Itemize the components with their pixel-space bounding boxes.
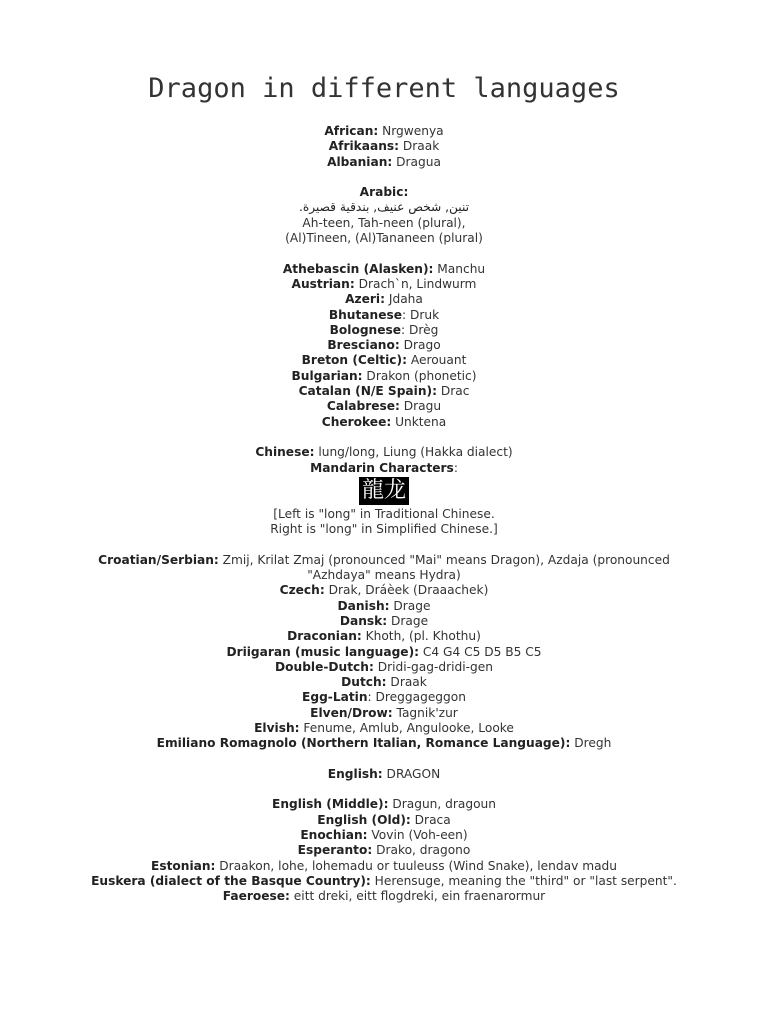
language-entry: [40, 599, 728, 614]
language-entry: [40, 415, 728, 430]
language-entry: [40, 338, 728, 353]
language-entry: [40, 706, 728, 721]
language-entry: [40, 675, 728, 690]
language-entry: [40, 874, 728, 889]
language-entry: [40, 445, 728, 460]
chinese-characters: [40, 477, 728, 507]
language-name: English (Old):: [317, 812, 411, 827]
translation-text: Right is "long" in Simplified Chinese.]: [270, 522, 498, 537]
language-name: Afrikaans:: [328, 139, 399, 154]
translation-text: Draak: [399, 139, 440, 154]
language-entry: [40, 399, 728, 414]
translation-text: (Al)Tineen, (Al)Tananeen (plural): [285, 231, 483, 246]
translation-text: Fenume, Amlub, Angulooke, Looke: [299, 720, 514, 735]
language-entry: [40, 384, 728, 399]
language-entry: [40, 216, 728, 231]
translation-text: Zmij, Krilat Zmaj (pronounced "Mai" means Dragon), Azdaja (pronounced: [218, 552, 670, 567]
translation-text: Herensuge, meaning the "third" or "last serpent".: [370, 873, 677, 888]
translation-text: :: [453, 460, 458, 475]
language-entry: [40, 889, 728, 904]
translation-text: Dridi-gag-dridi-gen: [373, 659, 493, 674]
language-name: Bulgarian:: [291, 368, 363, 383]
translation-text: C4 G4 C5 D5 B5 C5: [419, 644, 542, 659]
translation-text: Drakon (phonetic): [362, 368, 477, 383]
translation-text: Jdaha: [384, 292, 423, 307]
translation-text: Aerouant: [406, 353, 467, 368]
blank-line: [40, 537, 728, 552]
language-entry: [40, 843, 728, 858]
language-name: Bhutanese: [328, 307, 402, 322]
translation-text: Drage: [387, 613, 429, 628]
language-entry: [40, 828, 728, 843]
language-entry: [40, 645, 728, 660]
language-name: African:: [324, 124, 379, 138]
language-entry: [40, 660, 728, 675]
translation-text: : Drèg: [401, 322, 439, 337]
translation-text: Nrgwenya: [378, 124, 444, 138]
translation-text: Drago: [399, 338, 441, 353]
language-name: Elven/Drow:: [310, 705, 393, 720]
language-entry: [40, 522, 728, 537]
translation-text: [Left is "long" in Traditional Chinese.: [273, 506, 495, 521]
language-entry: [40, 323, 728, 338]
language-entry: [40, 721, 728, 736]
arabic-script: تنين, شخص عنيف, بندقية قصيرة.: [298, 200, 470, 215]
language-entry: [40, 614, 728, 629]
language-entry: [40, 369, 728, 384]
language-name: Euskera (dialect of the Basque Country):: [91, 873, 371, 888]
translation-text: : Dreggageggon: [367, 690, 466, 705]
arabic-text: [40, 200, 728, 215]
language-entry: [40, 813, 728, 828]
translation-text: Drac: [436, 384, 470, 399]
language-entry: [40, 292, 728, 307]
language-entry: [40, 139, 728, 154]
language-name: Elvish:: [254, 720, 300, 735]
language-name: Bresciano:: [327, 338, 400, 353]
language-entry: [40, 124, 728, 139]
translation-text: Draca: [410, 812, 451, 827]
translation-text: Dragua: [392, 154, 441, 169]
language-name: Catalan (N/E Spain):: [298, 384, 437, 399]
translation-text: Vovin (Voh-een): [367, 828, 468, 843]
translation-text: DRAGON: [382, 766, 441, 781]
language-entry: [40, 155, 728, 170]
language-name: Cherokee:: [321, 414, 392, 429]
language-name: English:: [327, 766, 383, 781]
language-entry: [40, 308, 728, 323]
language-name: Breton (Celtic):: [301, 353, 407, 368]
translation-text: Drako, dragono: [372, 843, 471, 858]
blank-line: [40, 430, 728, 445]
translation-text: Dragu: [399, 399, 442, 414]
language-name: Athebascin (Alasken):: [282, 261, 434, 276]
language-name: Enochian:: [300, 828, 368, 843]
translation-text: Draakon, lohe, lohemadu or tuuleuss (Wind Snake), lendav madu: [215, 858, 617, 873]
language-entry: [40, 507, 728, 522]
page-title: Dragon in different languages: [148, 73, 620, 104]
language-name: Arabic:: [359, 185, 409, 200]
language-name: Bolognese: [329, 322, 402, 337]
language-entry: [40, 262, 728, 277]
translation-text: Draak: [386, 675, 427, 690]
language-entry: [40, 690, 728, 705]
translation-text: Unktena: [391, 414, 447, 429]
language-entry: [40, 767, 728, 782]
language-entry: [40, 859, 728, 874]
language-entry: [40, 185, 728, 200]
language-entry: [40, 553, 728, 568]
language-name: Draconian:: [287, 629, 362, 644]
hanzi-glyphs: 龍龙: [359, 477, 409, 505]
language-entry: [40, 629, 728, 644]
language-name: English (Middle):: [272, 797, 389, 812]
translation-text: Ah-teen, Tah-neen (plural),: [302, 215, 466, 230]
translation-text: Khoth, (pl. Khothu): [361, 629, 481, 644]
language-name: Esperanto:: [297, 843, 373, 858]
translation-text: Manchu: [433, 261, 486, 276]
language-name: Estonian:: [151, 858, 216, 873]
language-name: Calabrese:: [326, 399, 400, 414]
language-entry: [40, 461, 728, 476]
translation-text: Drak, Dráèek (Draaachek): [324, 583, 489, 598]
language-entry: [40, 568, 728, 583]
language-name: Dansk:: [339, 613, 388, 628]
language-name: Albanian:: [327, 154, 393, 169]
translation-text: : Druk: [401, 307, 440, 322]
language-name: Czech:: [279, 583, 325, 598]
language-list: [40, 124, 728, 905]
translation-text: eitt dreki, eitt flogdreki, ein fraenarormur: [289, 889, 546, 904]
language-name: Chinese:: [255, 445, 315, 460]
language-entry: [40, 736, 728, 751]
language-name: Double-Dutch:: [275, 659, 374, 674]
blank-line: [40, 782, 728, 797]
language-name: Austrian:: [291, 276, 355, 291]
language-name: Mandarin Characters: [310, 460, 454, 475]
translation-text: Tagnik'zur: [392, 705, 458, 720]
blank-line: [40, 170, 728, 185]
language-name: Danish:: [337, 598, 390, 613]
language-entry: [40, 231, 728, 246]
blank-line: [40, 246, 728, 261]
language-name: Croatian/Serbian:: [98, 552, 219, 567]
blank-line: [40, 752, 728, 767]
language-entry: [40, 353, 728, 368]
translation-text: Drage: [389, 598, 431, 613]
language-name: Faeroese:: [222, 889, 290, 904]
translation-text: lung/long, Liung (Hakka dialect): [314, 445, 513, 460]
language-name: Dutch:: [341, 675, 387, 690]
language-entry: [40, 797, 728, 812]
language-name: Egg-Latin: [302, 690, 368, 705]
translation-text: "Azhdaya" means Hydra): [307, 568, 461, 583]
translation-text: Drach`n, Lindwurm: [354, 276, 477, 291]
translation-text: Dragun, dragoun: [388, 797, 496, 812]
language-entry: [40, 277, 728, 292]
language-name: Driigaran (music language):: [226, 644, 420, 659]
translation-text: Dregh: [570, 736, 612, 751]
language-name: Emiliano Romagnolo (Northern Italian, Romance Language):: [156, 736, 571, 751]
language-name: Azeri:: [345, 292, 385, 307]
language-entry: [40, 583, 728, 598]
